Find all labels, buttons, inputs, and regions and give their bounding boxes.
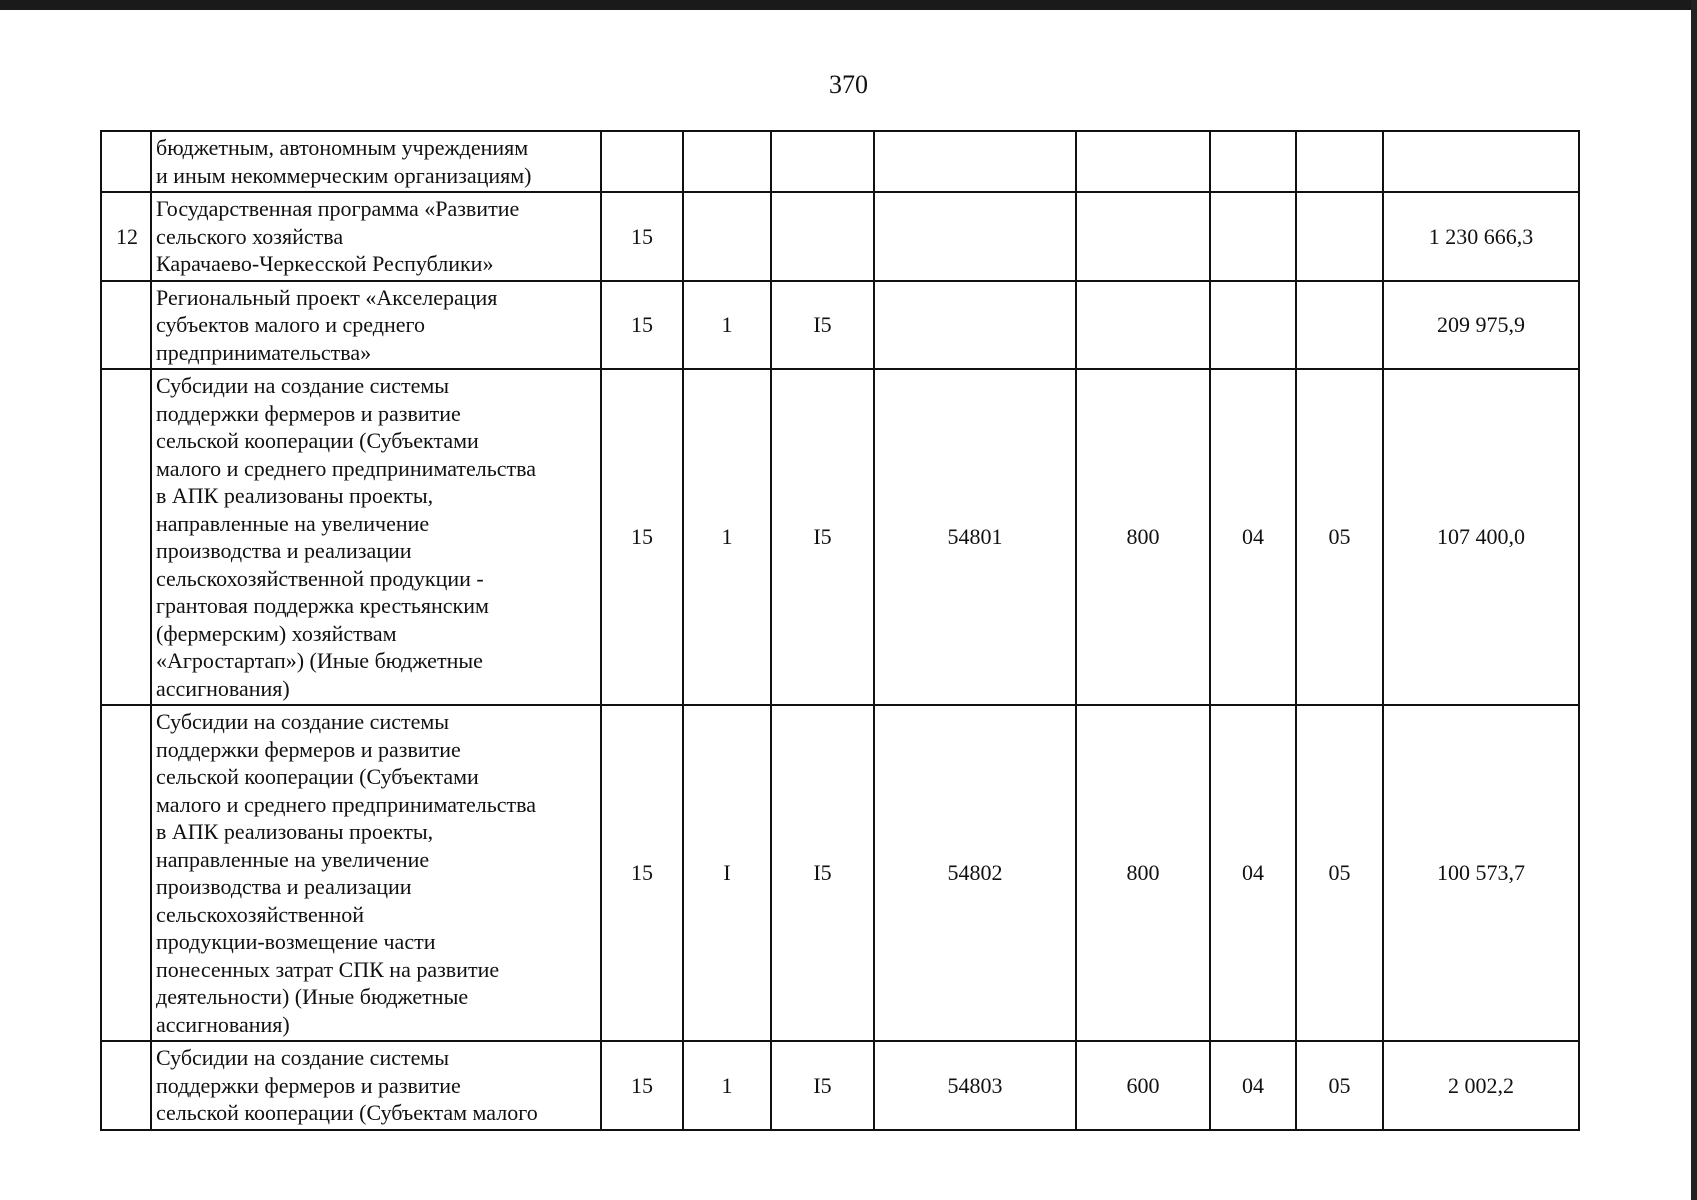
item-name-cell <box>151 1041 601 1130</box>
ministry-code-cell: 15 <box>601 281 683 370</box>
expense-type-cell <box>1076 192 1210 281</box>
program-code-cell: I <box>683 705 771 1041</box>
item-name-line: производства и реализации <box>156 538 412 563</box>
item-name-line: Карачаево-Черкесской Республики» <box>156 251 494 276</box>
direction-code-cell: 54801 <box>874 369 1076 705</box>
item-name-line: поддержки фермеров и развитие <box>156 1072 461 1098</box>
direction-code-cell <box>874 131 1076 192</box>
item-name-line: продукции-возмещение части <box>156 929 436 954</box>
row-number-cell <box>101 281 151 370</box>
ministry-code-cell: 15 <box>601 705 683 1041</box>
expense-type-cell: 800 <box>1076 705 1210 1041</box>
ministry-code-cell: 15 <box>601 192 683 281</box>
item-name-line: Государственная программа «Развитие <box>156 196 520 221</box>
direction-code-cell: 54803 <box>874 1041 1076 1130</box>
item-name-line: ассигнования) <box>156 675 290 701</box>
expense-type-cell <box>1076 131 1210 192</box>
item-name-line: деятельности) (Иные бюджетные <box>156 984 469 1009</box>
section-cell: 04 <box>1210 705 1296 1041</box>
ministry-code-cell: 15 <box>601 369 683 705</box>
program-code-cell: 1 <box>683 369 771 705</box>
item-name-line: (фермерским) хозяйствам <box>156 620 397 646</box>
row-number-cell: 12 <box>101 192 151 281</box>
item-name-line: ассигнования) <box>156 1011 290 1037</box>
item-name-line: производства и реализации <box>156 874 412 899</box>
item-name-line: бюджетным, автономным учреждениям <box>156 135 529 160</box>
item-name-line: грантовая поддержка крестьянским <box>156 593 489 618</box>
item-name-line: в АПК реализованы проекты, <box>156 819 434 844</box>
ministry-code-cell <box>601 131 683 192</box>
item-name-line: субъектов малого и среднего <box>156 312 425 337</box>
subsection-cell: 05 <box>1296 1041 1383 1130</box>
item-name-cell <box>151 705 601 1041</box>
expense-type-cell: 800 <box>1076 369 1210 705</box>
budget-table-body <box>101 131 1579 1130</box>
amount-cell: 107 400,0 <box>1383 369 1579 705</box>
table-row <box>101 281 1579 370</box>
item-name-line: малого и среднего предпринимательства <box>156 455 537 481</box>
item-name-line: сельскохозяйственной <box>156 901 365 927</box>
subsection-cell <box>1296 192 1383 281</box>
row-number-cell <box>101 369 151 705</box>
project-code-cell <box>771 131 874 192</box>
row-number-cell <box>101 1041 151 1130</box>
section-cell <box>1210 131 1296 192</box>
item-name-line: «Агростартап») (Иные бюджетные <box>156 648 483 673</box>
page-number: 370 <box>829 70 868 99</box>
item-name-line: Субсидии на создание системы <box>156 373 450 398</box>
subsection-cell: 05 <box>1296 705 1383 1041</box>
amount-cell <box>1383 131 1579 192</box>
item-name-line: сельской кооперации (Субъектам малого <box>156 1100 538 1125</box>
program-code-cell <box>683 192 771 281</box>
row-number-cell <box>101 705 151 1041</box>
item-name-line: сельской кооперации (Субъектами <box>156 428 479 453</box>
project-code-cell: I5 <box>771 1041 874 1130</box>
section-cell <box>1210 192 1296 281</box>
amount-cell: 100 573,7 <box>1383 705 1579 1041</box>
item-name-line: Субсидии на создание системы <box>156 1045 450 1070</box>
row-number-cell <box>101 131 151 192</box>
subsection-cell <box>1296 131 1383 192</box>
program-code-cell <box>683 131 771 192</box>
amount-cell: 1 230 666,3 <box>1383 192 1579 281</box>
item-name-line: сельского хозяйства <box>156 223 344 249</box>
amount-cell: 209 975,9 <box>1383 281 1579 370</box>
table-row <box>101 369 1579 705</box>
subsection-cell: 05 <box>1296 369 1383 705</box>
table-row <box>101 705 1579 1041</box>
item-name-line: в АПК реализованы проекты, <box>156 483 434 508</box>
section-cell: 04 <box>1210 369 1296 705</box>
project-code-cell: I5 <box>771 281 874 370</box>
project-code-cell: I5 <box>771 369 874 705</box>
item-name-line: направленные на увеличение <box>156 846 430 872</box>
item-name-cell <box>151 192 601 281</box>
amount-cell: 2 002,2 <box>1383 1041 1579 1130</box>
table-row <box>101 131 1579 192</box>
expense-type-cell <box>1076 281 1210 370</box>
subsection-cell <box>1296 281 1383 370</box>
direction-code-cell: 54802 <box>874 705 1076 1041</box>
project-code-cell <box>771 192 874 281</box>
expense-type-cell: 600 <box>1076 1041 1210 1130</box>
table-row <box>101 192 1579 281</box>
item-name-cell <box>151 369 601 705</box>
budget-table <box>100 130 1580 1131</box>
item-name-line: предпринимательства» <box>156 339 372 365</box>
item-name-line: направленные на увеличение <box>156 510 430 536</box>
item-name-cell <box>151 281 601 370</box>
program-code-cell: 1 <box>683 1041 771 1130</box>
item-name-line: и иным некоммерческим организациям) <box>156 162 532 188</box>
item-name-line: Региональный проект «Акселерация <box>156 284 498 310</box>
item-name-line: поддержки фермеров и развитие <box>156 400 461 426</box>
table-row <box>101 1041 1579 1130</box>
scan-edge-right <box>1691 0 1697 1200</box>
item-name-cell <box>151 131 601 192</box>
item-name-line: сельскохозяйственной продукции - <box>156 565 484 591</box>
scan-edge-top <box>0 0 1697 10</box>
project-code-cell: I5 <box>771 705 874 1041</box>
direction-code-cell <box>874 281 1076 370</box>
item-name-line: сельской кооперации (Субъектами <box>156 764 479 789</box>
direction-code-cell <box>874 192 1076 281</box>
program-code-cell: 1 <box>683 281 771 370</box>
section-cell: 04 <box>1210 1041 1296 1130</box>
item-name-line: поддержки фермеров и развитие <box>156 736 461 762</box>
item-name-line: понесенных затрат СПК на развитие <box>156 956 500 982</box>
item-name-line: малого и среднего предпринимательства <box>156 791 537 817</box>
ministry-code-cell: 15 <box>601 1041 683 1130</box>
item-name-line: Субсидии на создание системы <box>156 709 450 734</box>
section-cell <box>1210 281 1296 370</box>
